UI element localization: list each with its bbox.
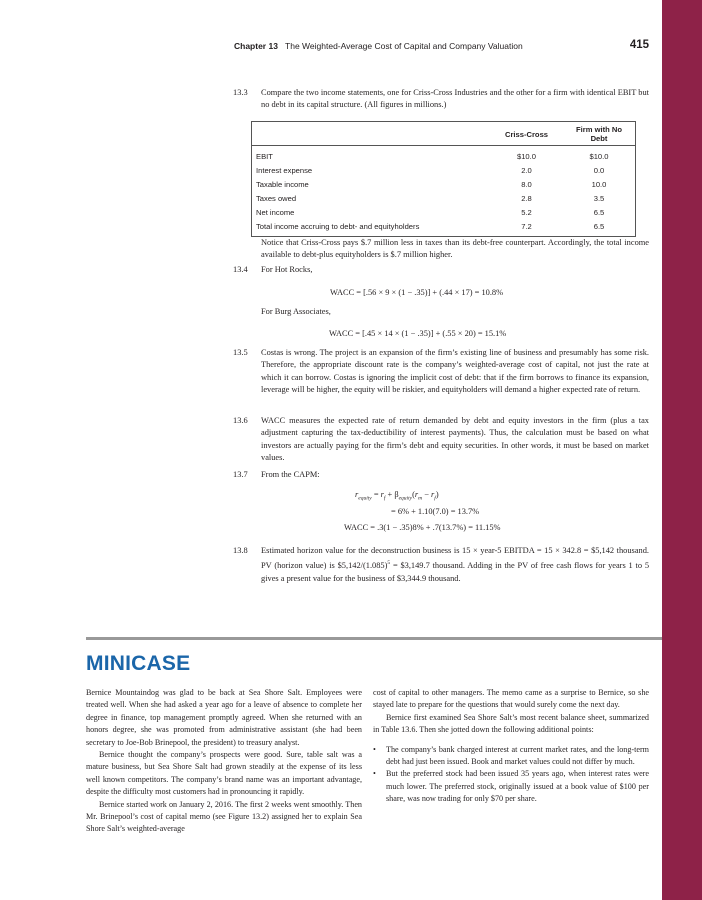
bullet-text: But the preferred stock had been issued 35 years ago, when interest rates were much lower. The preferred stock, originally issued at a book value of $100 per share, was now trading for only $70 per share. [386,769,649,804]
table-cell: Taxes owed [256,193,297,203]
bullet-icon: • [373,744,376,754]
wacc-equation-burg: WACC = [.45 × 14 × (1 − .35)] + (.55 × 20) = 15.1% [329,329,507,338]
superscript: 5 [387,560,391,567]
table-cell: 5.2 [521,207,532,217]
text-part: Estimated horizon value for the deconstruction business is 15 × year-5 EBITDA = 15 × 342.8 = $5,142 thousand. PV (horizon value) is $5,142/(1.085) [261,546,649,571]
subscript: m [418,495,423,502]
operator: ( [412,490,415,499]
paragraph: Bernice Mountaindog was glad to be back at Sea Shore Salt. Employees were treated well. When she had asked a year ago for a leave of absence to complete her degree in finance, top management promptly agreed. When she returned with an honors degree, she was promoted from administrative assistant (she had been secretary to Joe-Bob Brinepool, the president) to treasury analyst. [86,688,362,747]
table-row [252,219,636,237]
problem-13-4 [233,264,649,276]
problem-number: 13.8 [233,546,248,555]
minicase-right-column [373,687,649,806]
table-row [252,177,636,191]
problem-number: 13.7 [233,470,248,479]
table-cell: 3.5 [593,193,605,203]
table-cell: 8.0 [521,179,532,189]
table-cell: Total income accruing to debt- and equityholders [256,221,420,231]
subscript: f [383,495,386,502]
table-cell: Net income [256,207,295,217]
symbol-r: r [380,490,384,499]
chapter-color-bar [662,0,702,900]
income-statement-table [251,121,636,237]
problem-text: WACC measures the expected rate of return demanded by debt and equity investors in the firm (plus a tax adjustment capturing the tax-deductibility of interest payments). Thus, the calculation must be based on what investors are actually paying for the firm’s debt and equity securities. In other words, it must be based on market values. [261,416,649,463]
table-cell: 0.0 [593,165,605,175]
table-cell: $10.0 [589,151,609,161]
problem-text: From the CAPM: [261,470,320,479]
problem-number: 13.5 [233,348,248,357]
problem-13-8 [233,545,649,585]
table-header-cell [252,122,491,146]
symbol-r: r [431,490,435,499]
note-text: Notice that Criss-Cross pays $.7 million less in taxes than its debt-free counterpart. Accordingly, the total income available to debt-plus equityholders is $.7 million higher. [261,238,649,260]
problem-text: Costas is wrong. The project is an expansion of the firm’s existing line of business and presumably has some risk. Therefore, the appropriate discount rate is the company’s weighted-average cost of capital, not just the rate at which it can borrow. Costas is ignoring the implicit cost of debt: that if the firm borrows to finance its expansion, leverage will be higher, the equity will be riskier, and equityholders will demand a higher expected rate of return. [261,348,649,395]
problem-number: 13.3 [233,88,248,97]
operator: − [422,490,432,499]
problem-13-3 [233,87,649,112]
symbol-r: r [414,490,419,499]
capm-result: = 6% + 1.10(7.0) = 13.7% [391,507,480,516]
table-cell: 2.0 [521,165,532,175]
operator: ) [435,490,439,499]
table-header-cell: Criss-Cross [490,122,563,146]
problem-number: 13.6 [233,416,248,425]
bullet-item [373,744,649,769]
running-head [234,41,523,51]
operator: = [371,490,381,499]
bullet-item [373,768,649,805]
chapter-label: Chapter 13 [234,41,278,51]
table-header-row [252,122,636,146]
paragraph: Bernice first examined Sea Shore Salt’s most recent balance sheet, summarized in Table 13.6. Then she jotted down the following additional points: [373,712,649,735]
problem-text [261,545,649,585]
table-cell: 6.5 [593,221,605,231]
table-cell: 6.5 [593,207,605,217]
page-number: 415 [629,39,649,51]
capm-equation [355,490,439,502]
problem-text: For Burg Associates, [261,307,331,316]
problem-13-5 [233,347,649,397]
paragraph: cost of capital to other managers. The memo came as a surprise to Bernice, so she stayed late to prepare for the questions that would surely come the next day. [373,688,649,710]
wacc-equation-13-7: WACC = .3(1 − .35)8% + .7(13.7%) = 11.15% [344,523,501,532]
minicase-left-column [86,687,362,836]
subscript: equity [358,495,372,502]
problem-13-4-burg [233,306,649,318]
problem-number: 13.4 [233,265,248,274]
problem-text: For Hot Rocks, [261,265,313,274]
chapter-title: The Weighted-Average Cost of Capital and Company Valuation [285,41,523,51]
problem-text: Compare the two income statements, one for Criss-Cross Industries and the other for a firm with identical EBIT but no debt in its capital structure. (All figures in millions.) [261,88,649,110]
table-row [252,191,636,205]
bullet-icon: • [373,769,376,779]
table-cell: $10.0 [516,151,536,161]
table-cell: EBIT [256,151,273,161]
bullet-text: The company’s bank charged interest at current market rates, and the long-term debt had just been issued. Book and market values could not differ by much. [386,744,649,767]
table-row [252,163,636,177]
symbol-r: r [355,490,359,499]
operator: + β [385,490,399,499]
wacc-equation-hot-rocks: WACC = [.56 × 9 × (1 − .35)] + (.44 × 17) = 10.8% [330,288,504,297]
problem-13-3-note [233,237,649,262]
subscript: f [434,495,436,502]
subscript: equity [398,495,413,502]
table-cell: 7.2 [521,221,532,231]
table-header-cell: Firm with No Debt [563,122,636,146]
table-row [252,146,636,164]
minicase-title: MINICASE [86,652,191,675]
paragraph: Bernice thought the company’s prospects were good. Sure, table salt was a mature business, but Sea Shore Salt had grown steadily at the expense of its less well known competitors. The company’s brand name was an important advantage, despite the difficulty most customers had in pronouncing it rapidly. [86,750,362,797]
page-header [234,41,649,55]
section-divider [86,637,662,640]
problem-13-7 [233,469,649,481]
table-row [252,205,636,219]
table-cell: Taxable income [256,179,309,189]
table-cell: 10.0 [591,179,607,189]
paragraph: Bernice started work on January 2, 2016. The first 2 weeks went smoothly. Then Mr. Brinepool’s cost of capital memo (see Figure 13.2) assigned her to explain Sea Shore Salt’s weighted-average [86,799,362,834]
table-cell: 2.8 [521,193,532,203]
table-cell: Interest expense [256,165,313,175]
text-part: = $3,149.7 thousand. Adding in the PV of free cash flows for years 1 to 5 gives a present value for the business of $3,344.9 thousand. [261,561,650,583]
problem-13-6 [233,415,649,465]
